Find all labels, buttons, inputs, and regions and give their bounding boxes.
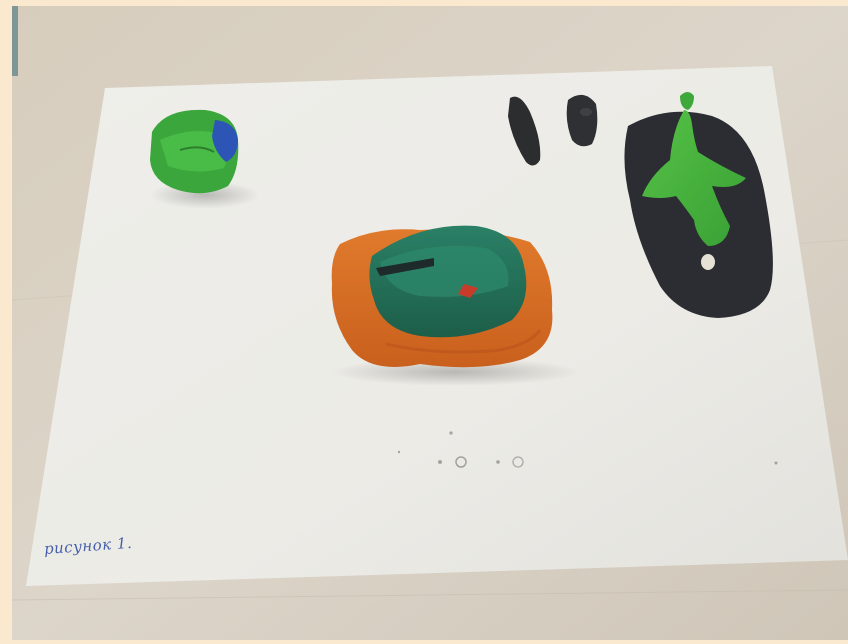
handwritten-caption: рисунок 1. bbox=[43, 533, 133, 558]
